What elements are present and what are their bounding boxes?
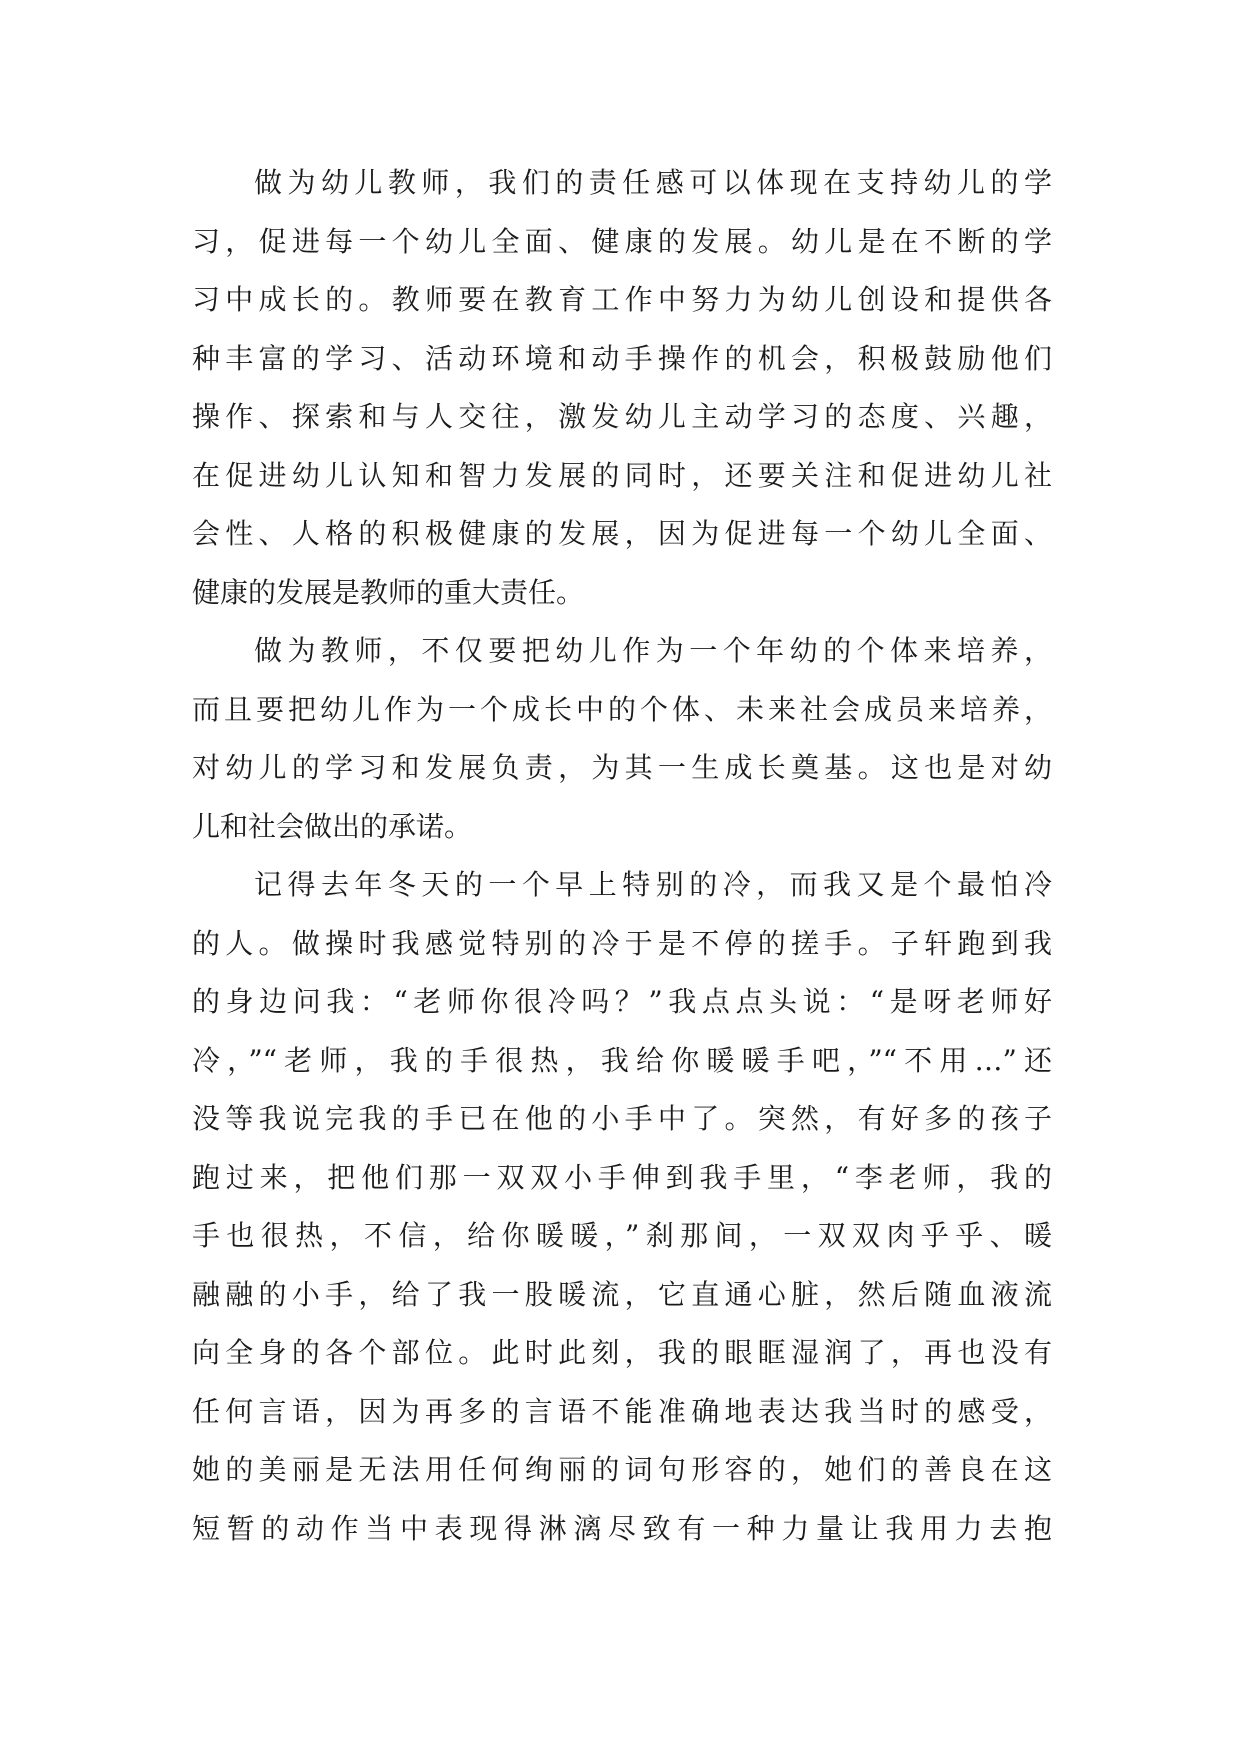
text-line: 手也很热，不信，给你暖暖，”刹那间，一双双肉乎乎、暖 <box>192 1219 1052 1252</box>
text-line: 做为教师，不仅要把幼儿作为一个年幼的个体来培养， <box>254 634 1052 667</box>
text-line: 的身边问我：“老师你很冷吗？”我点点头说：“是呀老师好 <box>192 985 1052 1018</box>
paragraph <box>192 856 1052 1558</box>
text-line: 儿和社会做出的承诺。 <box>192 809 473 843</box>
text-line: 向全身的各个部位。此时此刻，我的眼眶湿润了，再也没有 <box>192 1336 1052 1369</box>
text-line: 的人。做操时我感觉特别的冷于是不停的搓手。子轩跑到我 <box>192 926 1052 960</box>
text-line: 在促进幼儿认知和智力发展的同时，还要关注和促进幼儿社 <box>192 458 1052 492</box>
text-line: 而且要把幼儿作为一个成长中的个体、未来社会成员来培养， <box>192 692 1052 726</box>
paragraph <box>192 154 1052 622</box>
text-line: 她的美丽是无法用任何绚丽的词句形容的，她们的善良在这 <box>192 1453 1052 1486</box>
text-line: 种丰富的学习、活动环境和动手操作的机会，积极鼓励他们 <box>192 341 1052 375</box>
text-line: 操作、探索和与人交往，激发幼儿主动学习的态度、兴趣， <box>192 400 1052 433</box>
text-line: 做为幼儿教师，我们的责任感可以体现在支持幼儿的学 <box>254 166 1052 199</box>
text-line: 短暂的动作当中表现得淋漓尽致有一种力量让我用力去抱 <box>192 1511 1052 1545</box>
document-body <box>192 154 1052 1558</box>
text-line: 没等我说完我的手已在他的小手中了。突然，有好多的孩子 <box>192 1102 1052 1135</box>
text-line: 冷，”“老师，我的手很热，我给你暖暖手吧，”“不用…”还 <box>192 1043 1052 1077</box>
paragraph <box>192 622 1052 856</box>
text-line: 融融的小手，给了我一股暖流，它直通心脏，然后随血液流 <box>192 1277 1052 1311</box>
text-line: 习中成长的。教师要在教育工作中努力为幼儿创设和提供各 <box>192 283 1052 316</box>
text-line: 任何言语，因为再多的言语不能准确地表达我当时的感受， <box>192 1394 1052 1428</box>
text-line: 会性、人格的积极健康的发展，因为促进每一个幼儿全面、 <box>192 517 1052 550</box>
text-line: 跑过来，把他们那一双双小手伸到我手里，“李老师，我的 <box>192 1160 1052 1194</box>
text-line: 习，促进每一个幼儿全面、健康的发展。幼儿是在不断的学 <box>192 224 1052 258</box>
text-line: 对幼儿的学习和发展负责，为其一生成长奠基。这也是对幼 <box>192 751 1052 784</box>
text-line: 记得去年冬天的一个早上特别的冷，而我又是个最怕冷 <box>254 868 1052 901</box>
text-line: 健康的发展是教师的重大责任。 <box>192 575 585 609</box>
